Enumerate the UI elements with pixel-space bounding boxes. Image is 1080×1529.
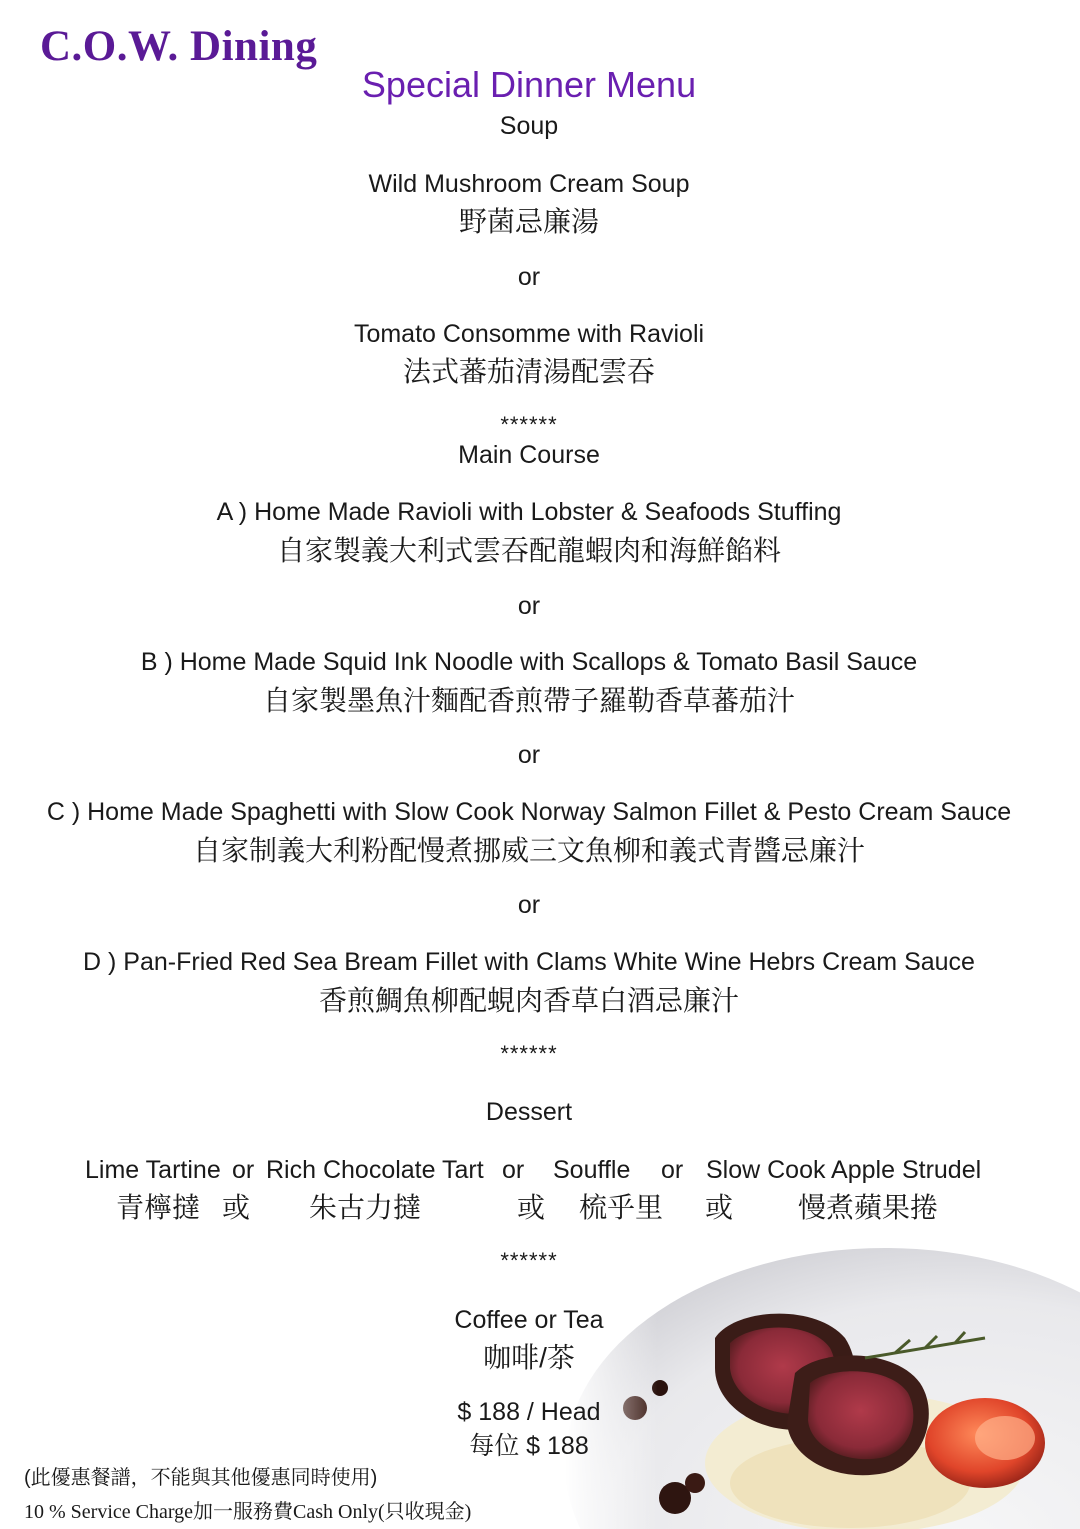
dessert-or-3-zh: 或 [705, 1192, 734, 1223]
dessert-souffle-zh: 梳乎里 [579, 1192, 664, 1223]
soup-option-1-en: Wild Mushroom Cream Soup [368, 170, 690, 198]
dessert-heading: Dessert [485, 1098, 573, 1126]
soup-option-2-en: Tomato Consomme with Ravioli [353, 320, 705, 348]
dessert-or-1-en: or [232, 1156, 255, 1184]
dessert-or-2-en: or [502, 1156, 525, 1184]
separator-1: ****** [500, 412, 558, 437]
price-zh: 每位 $ 188 [469, 1432, 589, 1460]
soup-heading: Soup [499, 112, 559, 140]
menu-title: Special Dinner Menu [361, 64, 697, 105]
main-item-a-zh: 自家製義大利式雲吞配龍蝦肉和海鮮餡料 [276, 535, 781, 566]
main-course-heading: Main Course [458, 441, 600, 469]
dessert-lime-tartine-en: Lime Tartine [85, 1156, 221, 1184]
separator-3: ****** [500, 1248, 558, 1273]
main-item-a-en: A ) Home Made Ravioli with Lobster & Seafoods Stuffing [216, 498, 842, 526]
price-en: $ 188 / Head [457, 1398, 601, 1426]
soup-option-2-zh: 法式蕃茄清湯配雲吞 [402, 356, 655, 387]
dessert-apple-strudel-en: Slow Cook Apple Strudel [706, 1156, 982, 1184]
main-or-2: or [517, 741, 541, 769]
main-item-d-en: D ) Pan-Fried Red Sea Bream Fillet with Clams White Wine Hebrs Cream Sauce [83, 948, 975, 976]
soup-or: or [517, 263, 541, 291]
dessert-chocolate-tart-en: Rich Chocolate Tart [266, 1156, 484, 1184]
dessert-or-1-zh: 或 [222, 1192, 251, 1223]
dessert-souffle-en: Souffle [553, 1156, 631, 1184]
soup-option-1-zh: 野菌忌廉湯 [458, 206, 599, 237]
main-or-3: or [517, 891, 541, 919]
dessert-or-2-zh: 或 [517, 1192, 546, 1223]
steak-photo [565, 1248, 1080, 1529]
drink-zh: 咖啡/茶 [483, 1342, 575, 1373]
dessert-or-3-en: or [661, 1156, 684, 1184]
dessert-apple-strudel-zh: 慢煮蘋果捲 [798, 1192, 939, 1223]
promotion-notice: (此優惠餐譜，不能與其他優惠同時使用) [24, 1467, 378, 1489]
main-item-c-en: C ) Home Made Spaghetti with Slow Cook Norway Salmon Fillet & Pesto Cream Sauce [46, 798, 1012, 826]
drink-en: Coffee or Tea [454, 1306, 604, 1334]
main-or-1: or [517, 592, 541, 620]
separator-2: ****** [500, 1041, 558, 1066]
main-item-d-zh: 香煎鯛魚柳配蜆肉香草白酒忌廉汁 [318, 985, 739, 1016]
dessert-chocolate-tart-zh: 朱古力撻 [309, 1192, 422, 1223]
main-item-c-zh: 自家制義大利粉配慢煮挪威三文魚柳和義式青醬忌廉汁 [192, 835, 865, 866]
service-charge-note: 10 % Service Charge加一服務費Cash Only(只收現金) [24, 1501, 472, 1523]
main-item-b-zh: 自家製墨魚汁麵配香煎帶子羅勒香草蕃茄汁 [262, 685, 795, 716]
main-item-b-en: B ) Home Made Squid Ink Noodle with Scallops & Tomato Basil Sauce [140, 648, 918, 676]
dessert-lime-tartine-zh: 青檸撻 [116, 1192, 201, 1223]
restaurant-brand: C.O.W. Dining [40, 23, 318, 70]
